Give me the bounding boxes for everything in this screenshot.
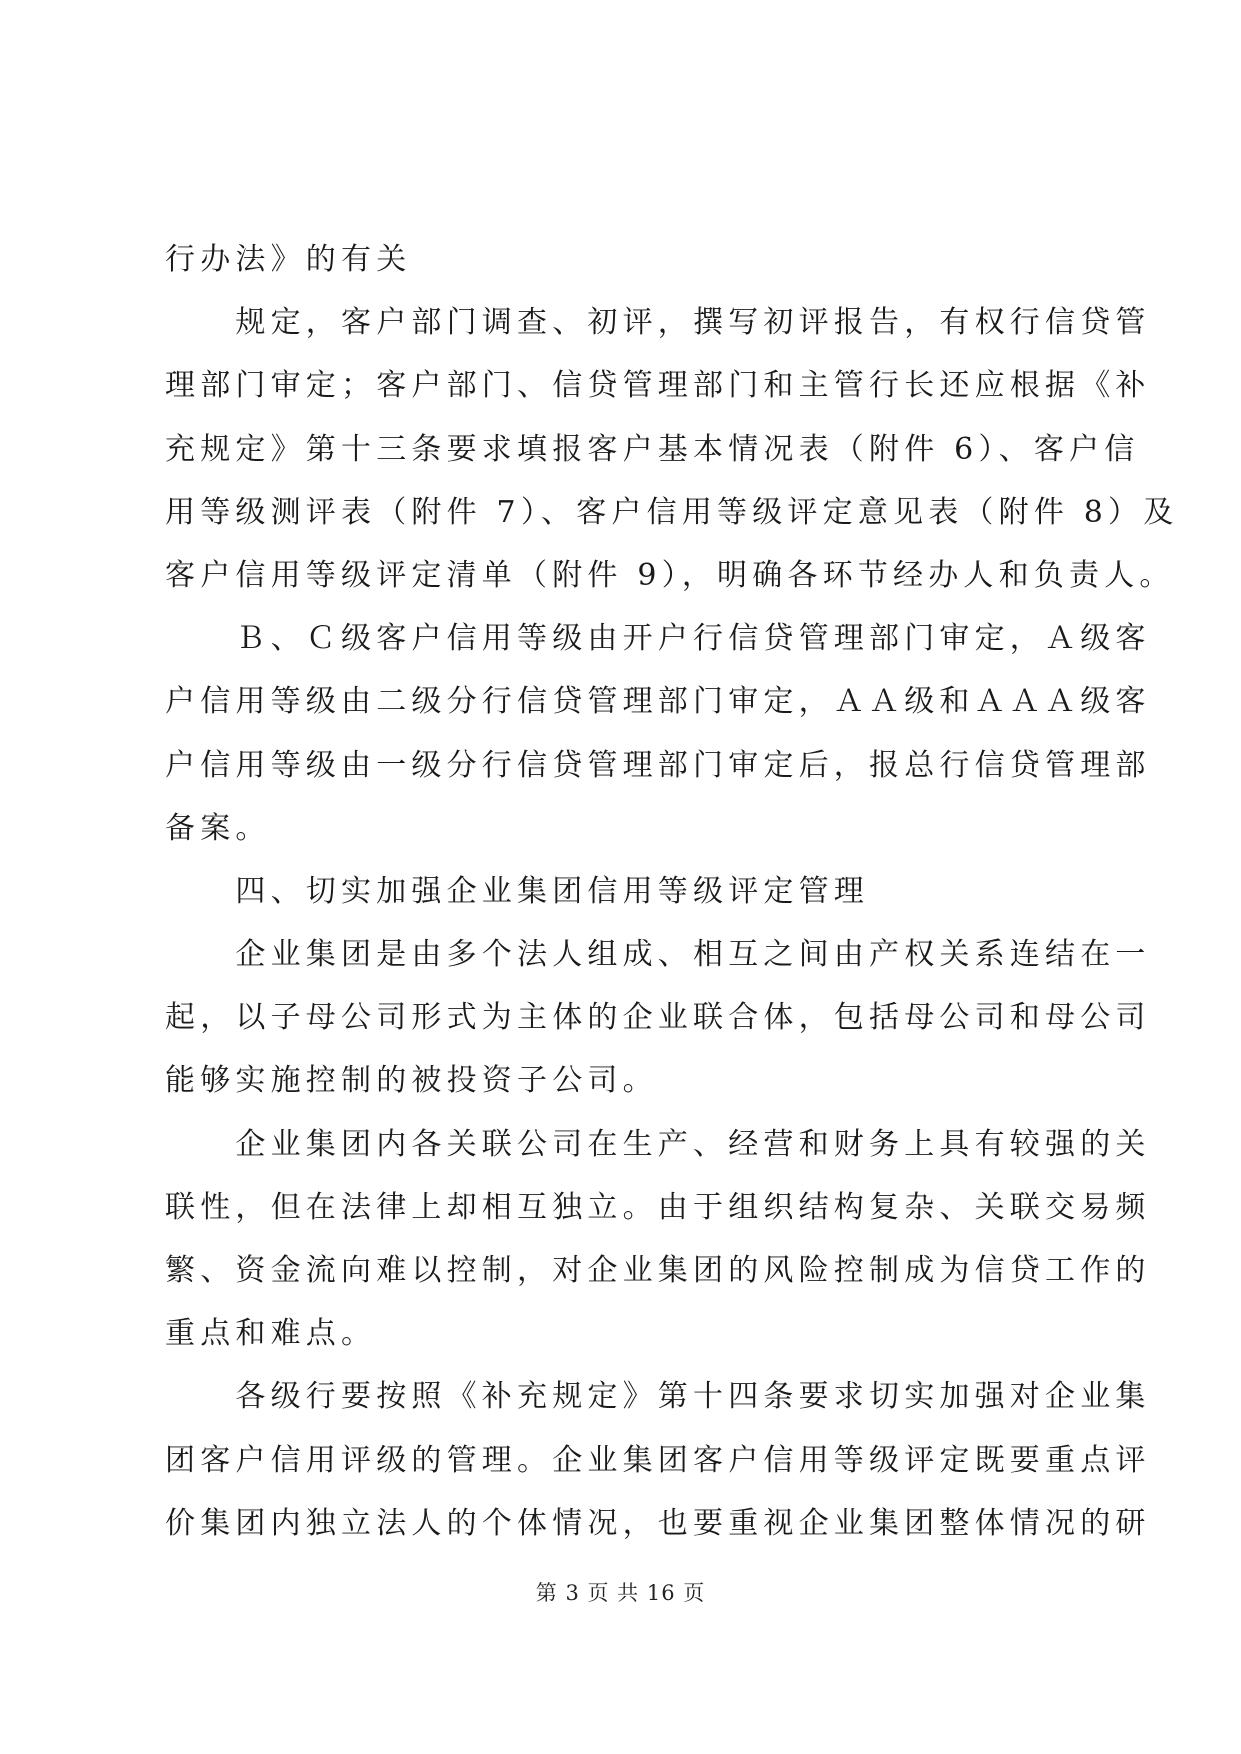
page-number-footer: 第 3 页 共 16 页 <box>535 1581 706 1605</box>
text-line: 各级行要按照《补充规定》第十四条要求切实加强对企业集 <box>165 1379 1151 1415</box>
text-line: 价集团内独立法人的个体情况，也要重视企业集团整体情况的研 <box>165 1505 1151 1541</box>
text-line: 理部门审定；客户部门、信贷管理部门和主管行长还应根据《补 <box>165 368 1151 404</box>
text-line: 户信用等级由一级分行信贷管理部门审定后，报总行信贷管理部 <box>165 747 1151 783</box>
text-line: 企业集团内各关联公司在生产、经营和财务上具有较强的关 <box>165 1126 1151 1162</box>
text-line: 充规定》第十三条要求填报客户基本情况表（附件 6）、客户信 <box>165 431 1140 467</box>
text-line: 团客户信用评级的管理。企业集团客户信用等级评定既要重点评 <box>165 1442 1151 1478</box>
text-line: 户信用等级由二级分行信贷管理部门审定，ＡＡ级和ＡＡＡ级客 <box>165 684 1151 720</box>
text-line: 备案。 <box>165 810 271 846</box>
text-line: 用等级测评表（附件 7）、客户信用等级评定意见表（附件 8）及 <box>165 494 1179 530</box>
text-line: Ｂ、Ｃ级客户信用等级由开户行信贷管理部门审定，Ａ级客 <box>165 621 1151 657</box>
text-line: 企业集团是由多个法人组成、相互之间由产权关系连结在一 <box>165 937 1151 973</box>
text-line: 繁、资金流向难以控制，对企业集团的风险控制成为信贷工作的 <box>165 1253 1151 1288</box>
text-line: 联性，但在法律上却相互独立。由于组织结构复杂、关联交易频 <box>165 1189 1151 1225</box>
text-line: 起，以子母公司形式为主体的企业联合体，包括母公司和母公司 <box>165 1000 1151 1036</box>
text-line: 重点和难点。 <box>165 1316 377 1352</box>
text-line: 能够实施控制的被投资子公司。 <box>165 1063 658 1099</box>
text-line: 客户信用等级评定清单（附件 9），明确各环节经办人和负责人。 <box>165 557 1175 593</box>
text-line: 规定，客户部门调查、初评，撰写初评报告，有权行信贷管 <box>165 305 1151 341</box>
text-line: 行办法》的有关 <box>165 242 412 277</box>
section-heading: 四、切实加强企业集团信用等级评定管理 <box>165 873 869 909</box>
document-body <box>165 228 1179 1555</box>
